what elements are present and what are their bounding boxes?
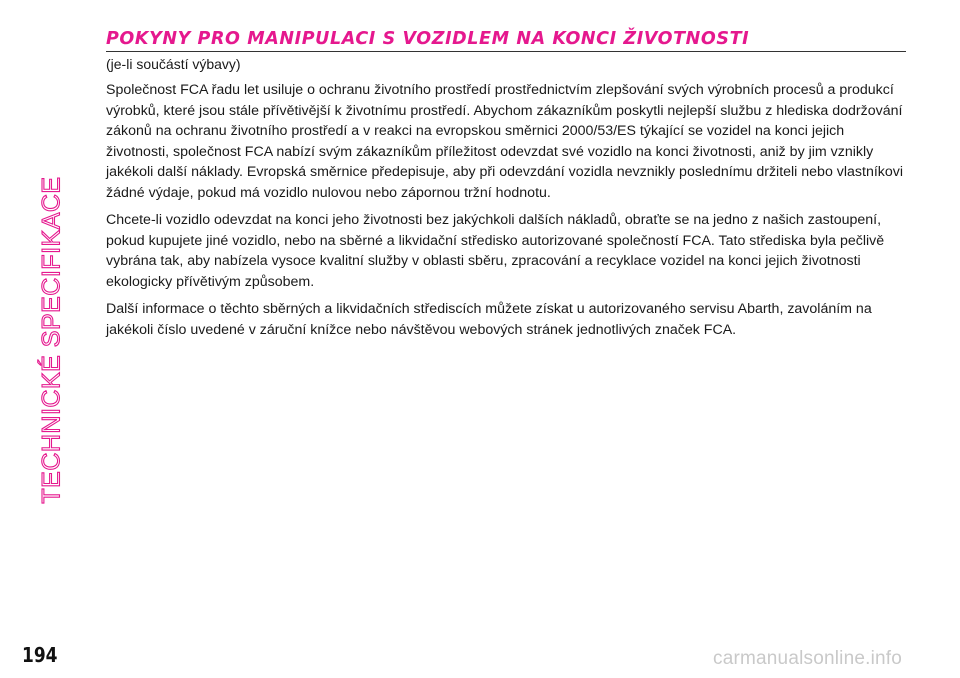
- main-content: [106, 28, 906, 340]
- watermark: carmanualsonline.info: [713, 648, 903, 669]
- paragraph-1: Společnost FCA řadu let usiluje o ochranu životního prostředí prostřednictvím zlepšování svých výrobních procesů a produkcí výrobků, které jsou stále přívětivější k životnímu prostředí. Abychom zákazníkům poskytli nejlepší službu z hlediska dodržování zákonů na ochranu životního prostředí a v reakci na evropskou směrnici 2000/53/ES týkající se vozidel na konci jejich životnosti, společnost FCA nabízí svým zákazníkům příležitost odevzdat své vozidlo na konci životnosti, aniž by jim vznikly jakékoli další náklady. Evropská směrnice předepisuje, aby při odevzdání vozidla nevznikly poslednímu držiteli nebo vlastníkovi žádné výdaje, pokud má vozidlo nulovou nebo zápornou tržní hodnotu.: [106, 82, 904, 201]
- paragraph-2: Chcete-li vozidlo odevzdat na konci jeho životnosti bez jakýchkoli dalších nákladů, obraťte se na jedno z našich zastoupení, pokud kupujete jiné vozidlo, nebo na sběrné a likvidační středisko autorizované společností FCA. Tato střediska byla pečlivě vybrána tak, aby nabízela vysoce kvalitní služby v oblasti sběru, zpracování a recyklace vozidel na konci jejich životnosti ekologicky přívětivým způsobem.: [106, 212, 885, 290]
- section-title: POKYNY PRO MANIPULACI S VOZIDLEM NA KONCI ŽIVOTNOSTI: [106, 28, 906, 52]
- paragraph-3: Další informace o těchto sběrných a likvidačních střediscích můžete získat u autorizovaného servisu Abarth, zavoláním na jakékoli číslo uvedené v záruční knížce nebo návštěvou webových stránek jednotlivých značek FCA.: [106, 301, 872, 338]
- page-number: 194: [22, 643, 58, 667]
- side-section-title: TECHNICKÉ SPECIFIKACE: [37, 176, 66, 504]
- section-subtitle: (je-li součástí výbavy): [106, 56, 241, 72]
